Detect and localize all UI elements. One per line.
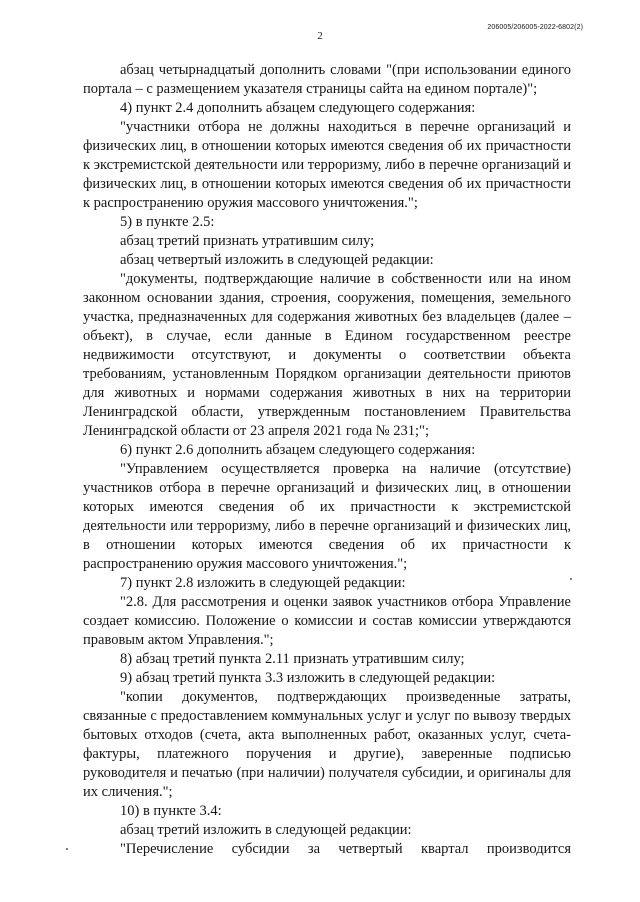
paragraph: "Управлением осуществляется проверка на наличие (отсутствие) участников отбора в перечне организаций и физических лиц, в отношении которых имеются сведения об их причастности к экстремистской деятельности или терроризму, либо в перечне организаций и физических лиц, в отношении которых имеются сведения об их причастности к распространению оружия массового уничтожения."; [83,461,571,572]
paragraph: "документы, подтверждающие наличие в собственности или на ином законном основании здания, строения, сооружения, помещения, земельного участка, предназначенных для содержания животных без владельцев (далее – объект), в случае, если данные в Едином государственном реестре недвижимости отсутствуют, и документы о соответствии объекта требованиям, установленным Порядком организации деятельности приютов для животных и нормами содержания животных в них на территории Ленинградской области, утвержденным постановлением Правительства Ленинградской области от 23 апреля 2021 года № 231;"; [83,271,571,439]
paragraph: "участники отбора не должны находиться в перечне организаций и физических лиц, в отношении которых имеются сведения об их причастности к экстремистской деятельности или терроризму, либо в перечне организаций и физических лиц, в отношении которых имеются сведения об их причастности к распространению оружия массового уничтожения."; [83,119,571,211]
paragraph: "Перечисление субсидии за четвертый квартал производится [120,841,571,857]
paragraph: 8) абзац третий пункта 2.11 признать утратившим силу; [120,651,465,667]
paragraph: 9) абзац третий пункта 3.3 изложить в следующей редакции: [120,670,496,686]
paragraph: "копии документов, подтверждающих произведенные затраты, связанные с предоставлением коммунальных услуг и услуг по вывозу твердых бытовых отходов (счета, акта выполненных работ, оказанных услуг, счета-фактуры, платежного поручения и другие), заверенные подписью руководителя и печатью (при наличии) получателя субсидии, и оригиналы для их сличения."; [83,689,571,800]
document-body [83,61,571,859]
paragraph: абзац третий изложить в следующей редакции: [120,822,412,838]
paragraph: 5) в пункте 2.5: [120,214,215,230]
document-code: 206005/206005-2022-6802(2) [487,24,583,31]
paragraph: "2.8. Для рассмотрения и оценки заявок участников отбора Управление создает комиссию. Положение о комиссии и состав комиссии утверждаются правовым актом Управления."; [83,594,571,648]
scan-speck [570,578,572,580]
paragraph: абзац четырнадцатый дополнить словами "(при использовании единого портала – с размещением указателя страницы сайта на едином портале)"; [83,62,571,97]
paragraph: абзац четвертый изложить в следующей редакции: [120,252,434,268]
paragraph: 7) пункт 2.8 изложить в следующей редакции: [120,575,406,591]
scan-speck [66,848,68,850]
paragraph: 10) в пункте 3.4: [120,803,222,819]
paragraph: 6) пункт 2.6 дополнить абзацем следующего содержания: [120,442,476,458]
paragraph: абзац третий признать утратившим силу; [120,233,375,249]
page-number: 2 [317,30,323,42]
paragraph: 4) пункт 2.4 дополнить абзацем следующего содержания: [120,100,476,116]
